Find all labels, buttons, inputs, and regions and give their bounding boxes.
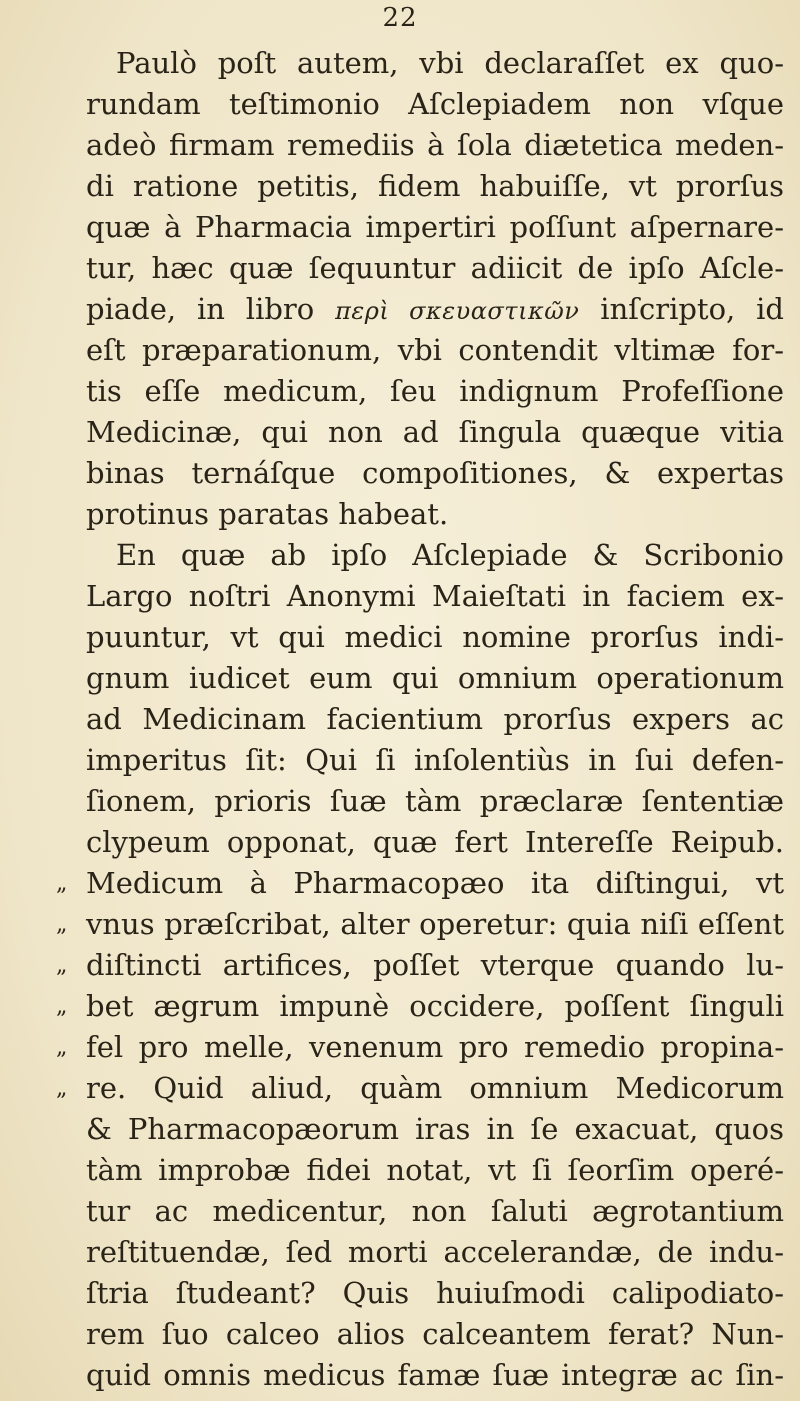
text-line <box>86 1191 784 1232</box>
text-line <box>86 125 784 166</box>
line-text: vnus præſcribat, alter operetur: quia niſi eſſent <box>86 907 784 941</box>
line-text: tur ac medicentur, non ſaluti ægrotantium <box>86 1194 784 1228</box>
line-text: eſt præparationum, vbi contendit vltimæ for- <box>86 333 784 367</box>
quotation-mark: „ <box>56 871 68 896</box>
text-line <box>86 1273 784 1314</box>
line-text: bet ægrum impunè occidere, poſſent ſinguli <box>86 989 784 1023</box>
line-text: adeò firmam remediis à ſola diætetica meden- <box>86 128 784 162</box>
quotation-mark: „ <box>56 912 68 937</box>
text-line <box>86 699 784 740</box>
text-line <box>56 1027 784 1068</box>
quotation-mark: „ <box>56 1035 68 1060</box>
line-text: Medicum à Pharmacopæo ita diſtingui, vt <box>86 866 784 900</box>
text-line <box>86 658 784 699</box>
line-text: ſtria ſtudeant? Quis huiuſmodi calipodiato- <box>86 1276 784 1310</box>
line-text: ſionem, prioris ſuæ tàm præclaræ ſententiæ <box>86 784 784 818</box>
line-text: rundam teſtimonio Aſclepiadem non vſque <box>86 87 784 121</box>
text-line <box>86 1150 784 1191</box>
text-line <box>86 371 784 412</box>
line-text: binas ternáſque compoſitiones, & expertas <box>86 456 784 490</box>
line-text: fel pro melle, venenum pro remedio propina- <box>86 1030 784 1064</box>
text-line <box>56 986 784 1027</box>
line-text: quæ à Pharmacia impertiri poſſunt aſpernare- <box>86 210 784 244</box>
text-line <box>86 412 784 453</box>
text-line <box>86 740 784 781</box>
line-text: protinus paratas habeat. <box>86 497 449 531</box>
line-text: En quæ ab ipſo Aſclepiade & Scribonio <box>116 538 784 572</box>
text-line <box>86 535 784 576</box>
text-line <box>86 289 784 330</box>
line-text: Largo noſtri Anonymi Maieſtati in faciem ex- <box>86 579 784 613</box>
line-text: re. Quid aliud, quàm omnium Medicorum <box>86 1071 784 1105</box>
line-text: reſtituendæ, ſed morti accelerandæ, de indu- <box>86 1235 784 1269</box>
text-line <box>86 781 784 822</box>
line-text: diſtincti artifices, poſſet vterque quando lu- <box>86 948 784 982</box>
text-line <box>86 822 784 863</box>
line-text-continued: inſcripto, id <box>579 292 784 326</box>
line-text: tàm improbæ fidei notat, vt ſi ſeorſim operé- <box>86 1153 784 1187</box>
text-line <box>86 453 784 494</box>
text-line <box>86 1232 784 1273</box>
line-text: puuntur, vt qui medici nomine prorſus indi- <box>86 620 784 654</box>
text-line <box>86 1314 784 1355</box>
line-text: Paulò poſt autem, vbi declaraſſet ex quo- <box>116 46 784 80</box>
line-text: tur, hæc quæ ſequuntur adiicit de ipſo Aſcle- <box>86 251 784 285</box>
text-line <box>86 84 784 125</box>
text-line <box>86 248 784 289</box>
text-line <box>86 494 784 535</box>
line-text: imperitus ſit: Qui ſi inſolentiùs in ſui defen- <box>86 743 784 777</box>
greek-title: περὶ σκευαστικῶν <box>335 297 580 325</box>
text-line <box>56 945 784 986</box>
page-number: 22 <box>382 3 418 33</box>
line-text: clypeum opponat, quæ fert Intereſſe Reipub. <box>86 825 784 859</box>
line-text: Medicinæ, qui non ad ſingula quæque vitia <box>86 415 784 449</box>
line-text: quid omnis medicus famæ ſuæ integræ ac ſin- <box>86 1358 784 1392</box>
quotation-mark: „ <box>56 953 68 978</box>
text-line <box>86 1355 784 1396</box>
text-line <box>86 43 784 84</box>
line-text: rem ſuo calceo alios calceantem ferat? Nun- <box>86 1317 784 1351</box>
quotation-mark: „ <box>56 994 68 1019</box>
text-line <box>86 617 784 658</box>
quotation-mark: „ <box>56 1076 68 1101</box>
text-line <box>56 1068 784 1109</box>
body-text <box>56 43 784 1396</box>
text-line <box>86 207 784 248</box>
line-text: & Pharmacopæorum iras in ſe exacuat, quos <box>86 1112 784 1146</box>
text-line <box>56 863 784 904</box>
line-text: di ratione petitis, fidem habuiſſe, vt prorſus <box>86 169 784 203</box>
text-line <box>86 576 784 617</box>
text-line <box>86 330 784 371</box>
line-text: gnum iudicet eum qui omnium operationum <box>86 661 784 695</box>
text-line <box>56 904 784 945</box>
line-text: tis eſſe medicum, ſeu indignum Profeſſione <box>86 374 784 408</box>
line-text: ad Medicinam facientium prorſus expers ac <box>86 702 784 736</box>
text-line <box>86 1109 784 1150</box>
line-text: piade, in libro <box>86 292 315 326</box>
text-line <box>86 166 784 207</box>
